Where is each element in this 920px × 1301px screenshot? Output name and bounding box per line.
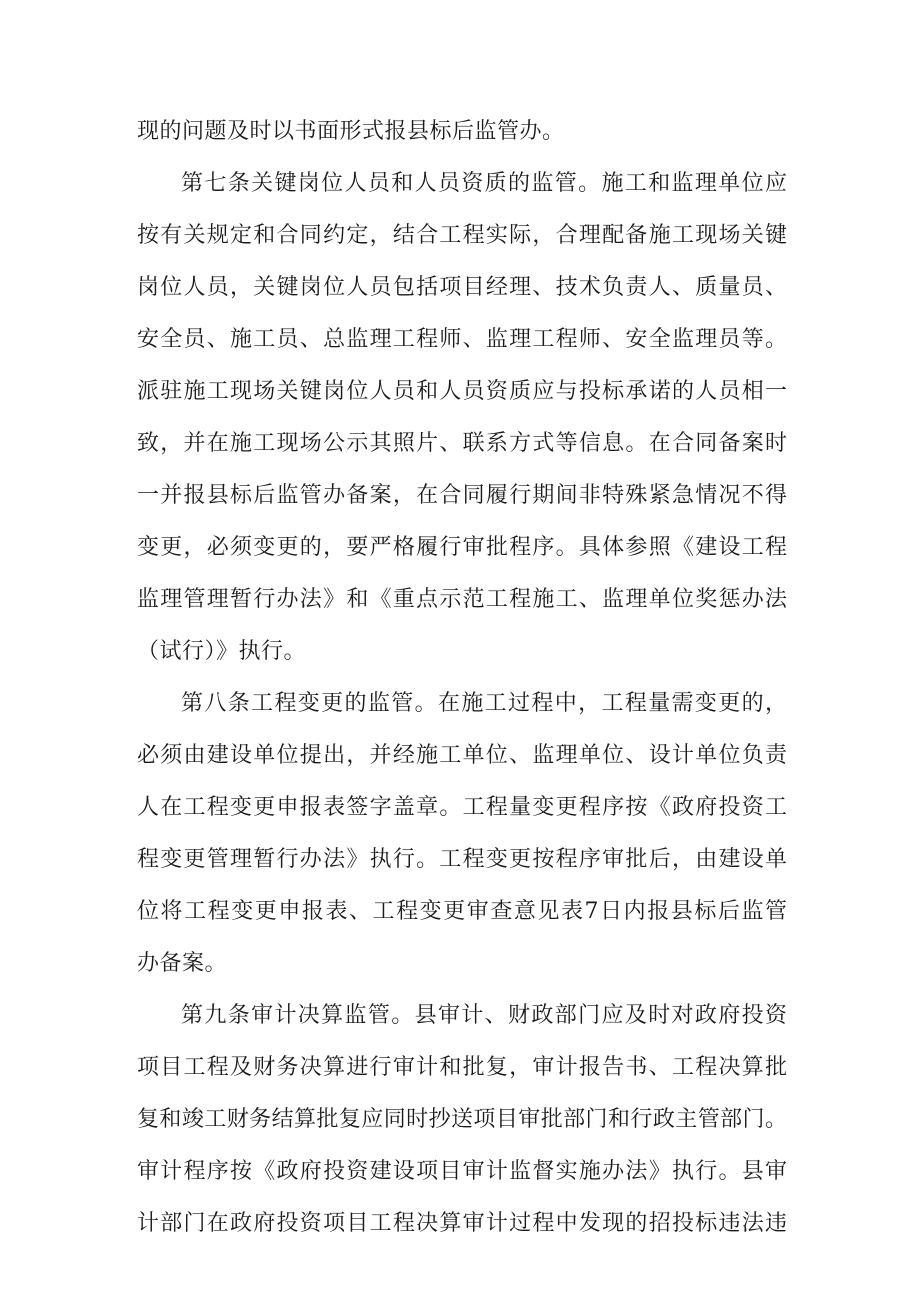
text-line: 监理管理暂行办法》和《重点示范工程施工、监理单位奖惩办法	[137, 587, 789, 612]
text-line: 程变更管理暂行办法》执行。工程变更按程序审批后，由建设单	[137, 847, 789, 872]
text-line: 致，并在施工现场公示其照片、联系方式等信息。在合同备案时	[137, 431, 789, 456]
text-line: 安全员、施工员、总监理工程师、监理工程师、安全监理员等。	[137, 327, 789, 352]
text-line: 现的问题及时以书面形式报县标后监管办。	[137, 119, 565, 144]
text-line: 按有关规定和合同约定，结合工程实际，合理配备施工现场关键	[137, 223, 789, 248]
text-line: 计部门在政府投资项目工程决算审计过程中发现的招投标违法违	[137, 1211, 789, 1236]
text-line: 必须由建设单位提出，并经施工单位、监理单位、设计单位负责	[137, 743, 789, 768]
text-line: 审计程序按《政府投资建设项目审计监督实施办法》执行。县审	[137, 1159, 789, 1184]
text-line: 岗位人员，关键岗位人员包括项目经理、技术负责人、质量员、	[137, 275, 789, 300]
text-line: 派驻施工现场关键岗位人员和人员资质应与投标承诺的人员相一	[137, 379, 789, 404]
text-line: 人在工程变更申报表签字盖章。工程量变更程序按《政府投资工	[137, 795, 789, 820]
text-line: （试行）》执行。	[137, 639, 307, 664]
paragraph-first-line: 第七条关键岗位人员和人员资质的监管。施工和监理单位应	[181, 171, 789, 196]
text-line: 位将工程变更申报表、工程变更审查意见表7日内报县标后监管	[137, 899, 789, 924]
text-line: 一并报县标后监管办备案，在合同履行期间非特殊紧急情况不得	[137, 483, 789, 508]
text-line: 项目工程及财务决算进行审计和批复，审计报告书、工程决算批	[137, 1055, 789, 1080]
paragraph-first-line: 第八条工程变更的监管。在施工过程中，工程量需变更的，	[181, 691, 789, 716]
text-line: 变更，必须变更的，要严格履行审批程序。具体参照《建设工程	[137, 535, 789, 560]
text-line: 办备案。	[137, 951, 228, 976]
paragraph-first-line: 第九条审计决算监管。县审计、财政部门应及时对政府投资	[181, 1003, 789, 1028]
text-line: 复和竣工财务结算批复应同时抄送项目审批部门和行政主管部门。	[137, 1107, 788, 1132]
